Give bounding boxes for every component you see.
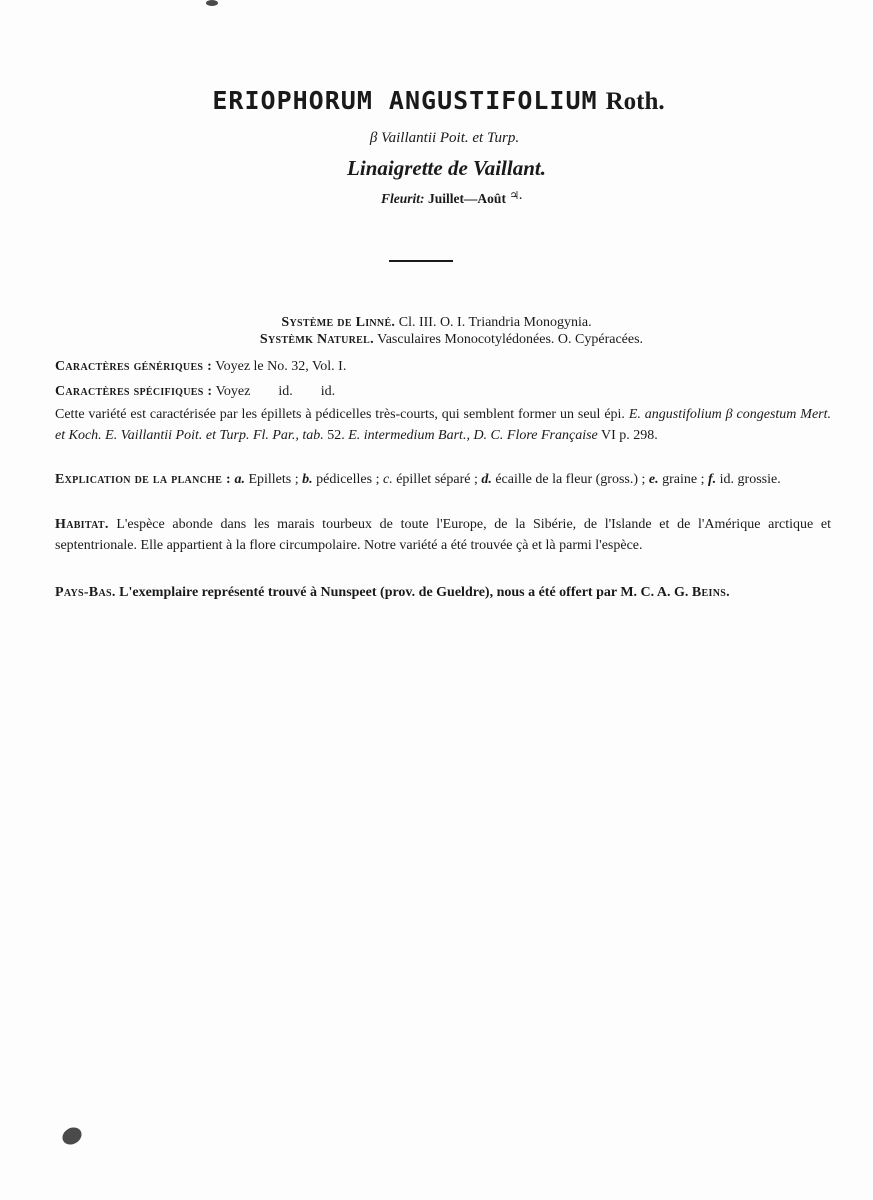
natural-system: [0, 332, 873, 348]
paysbas-text: L'exemplaire représenté trouvé à Nunspeet (prov. de Gueldre), nous a été offert par M. C. A. G.: [119, 585, 689, 600]
specific-characters: [55, 381, 831, 402]
species-author: Roth.: [605, 88, 665, 115]
naturel-value: Vasculaires Monocotylédonées. O. Cypéracées.: [377, 332, 644, 347]
fig-a-letter: a.: [234, 472, 245, 487]
specific-id-2: id.: [320, 384, 336, 399]
fig-d-letter: d.: [481, 472, 492, 487]
synonymy-text-2: E. intermedium Bart., D. C. Flore Française: [348, 428, 598, 443]
species-title: [0, 86, 873, 116]
fig-a-text: Epillets ;: [248, 472, 299, 487]
volume-ref: VI p. 298.: [601, 428, 658, 443]
flowering-value: Juillet—Août: [427, 191, 506, 206]
section-divider: [389, 260, 453, 262]
fig-d-text: écaille de la fleur (gross.) ;: [495, 472, 646, 487]
fig-c-letter: c.: [382, 472, 393, 487]
generic-value: Voyez le No. 32, Vol. I.: [215, 359, 347, 374]
flowering-label: Fleurit:: [381, 191, 425, 206]
plate-number: 52.: [327, 428, 345, 443]
generic-characters: [55, 356, 831, 377]
fig-e-letter: e.: [648, 472, 659, 487]
habitat-label: Habitat.: [55, 517, 109, 532]
french-name: Linaigrette de Vaillant.: [347, 156, 546, 180]
linne-label: Système de Linné.: [281, 315, 396, 330]
description-text: Cette variété est caractérisée par les épillets à pédicelles très-courts, qui semblent former un seul épi.: [55, 407, 625, 422]
paysbas-label: Pays-Bas.: [55, 585, 116, 600]
donor-name: Beins.: [691, 585, 730, 600]
paysbas-paragraph: [55, 582, 831, 603]
fig-b-text: pédicelles ;: [316, 472, 380, 487]
habitat-text: L'espèce abonde dans les marais tourbeux de toute l'Europe, de la Sibérie, de l'Islande et de l'Amérique arctique et septentrionale. Elle appartient à la flore circumpolaire. Notre variété a été trouvée çà et là parmi l'espèce.: [55, 517, 831, 553]
specific-label: Caractères spécifiques :: [55, 384, 213, 399]
generic-label: Caractères génériques :: [55, 359, 213, 374]
perennial-symbol: ♃.: [509, 190, 522, 202]
specific-voyez: Voyez: [215, 384, 251, 399]
synonymy-text: E. angustifolium β congestum Mert. et Koch. E. Vaillantii Poit. et Turp. Fl. Par., tab.: [55, 407, 832, 443]
genus-species: ERIOPHORUM ANGUSTIFOLIUM: [212, 86, 598, 115]
naturel-label: Systèmk Naturel.: [259, 332, 374, 347]
habitat-paragraph: [55, 514, 831, 556]
linne-value: Cl. III. O. I. Triandria Monogynia.: [398, 315, 592, 330]
flowering-period: [0, 189, 873, 207]
plate-explanation: [55, 469, 831, 490]
fig-c-text: épillet séparé ;: [396, 472, 478, 487]
explication-label: Explication de la planche :: [55, 472, 231, 487]
fig-e-text: graine ;: [662, 472, 705, 487]
specific-id-1: id.: [278, 384, 293, 399]
ink-speck-bottom: [59, 1124, 84, 1148]
fig-f-text: id. grossie.: [719, 472, 781, 487]
fig-f-letter: f.: [707, 472, 717, 487]
variety-name: β Vaillantii Poit. et Turp.: [369, 130, 520, 146]
fig-b-letter: b.: [302, 472, 313, 487]
variety-description: [55, 404, 831, 446]
linne-system: [0, 315, 873, 331]
ink-speck-top: [206, 0, 218, 6]
